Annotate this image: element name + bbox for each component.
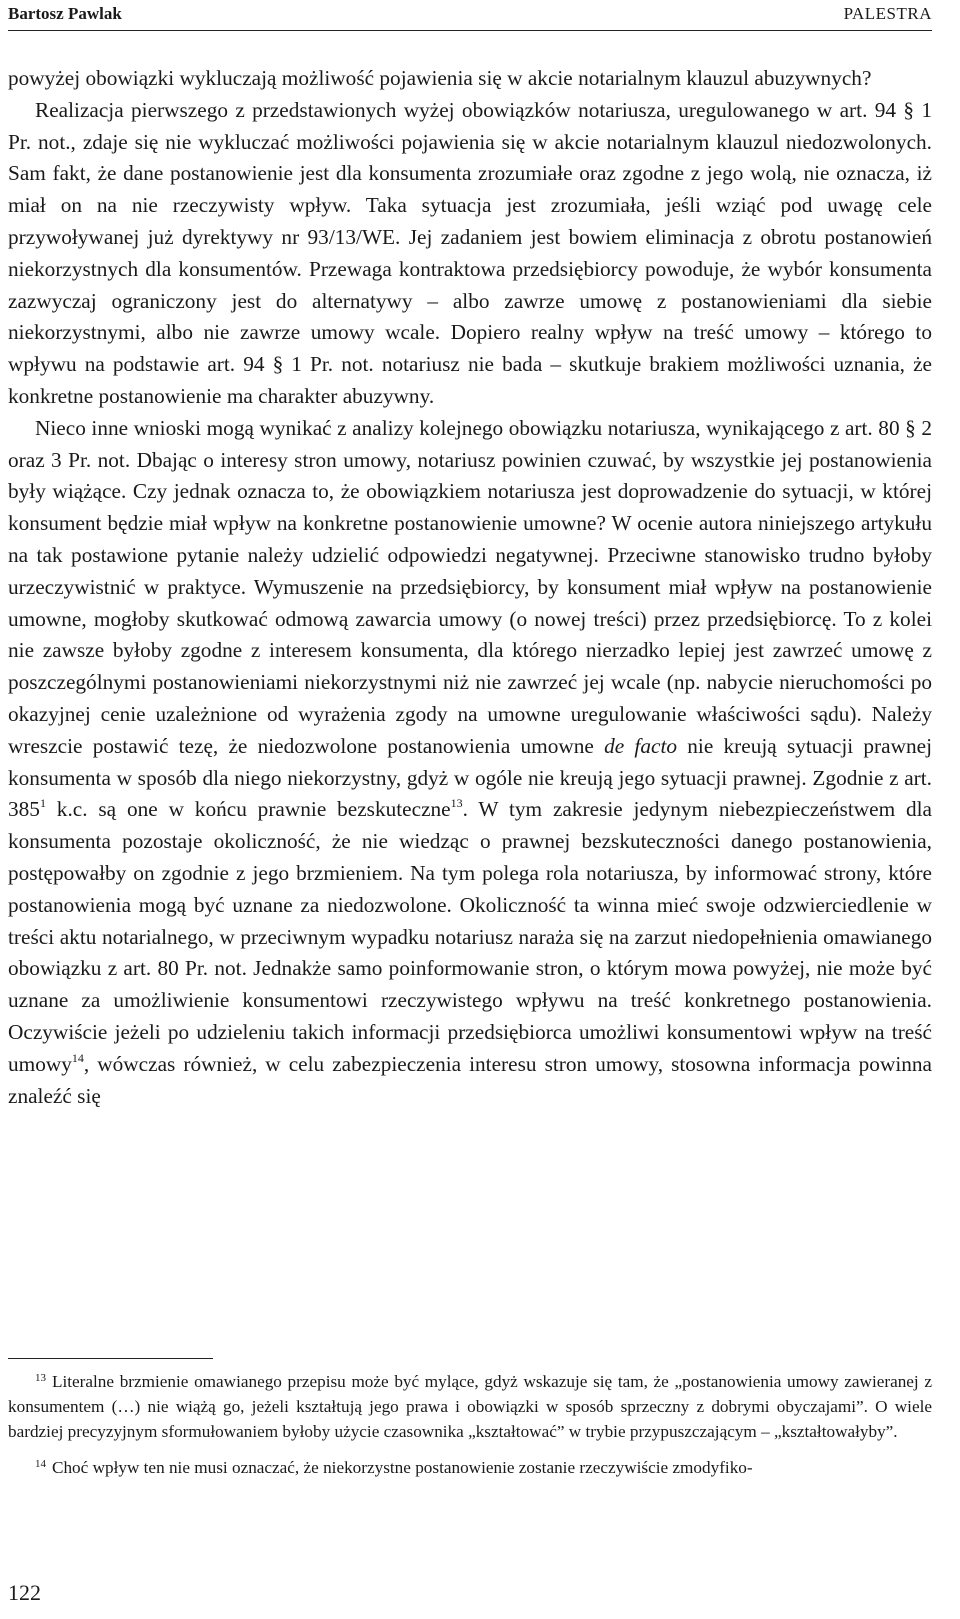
paragraph-2: Realizacja pierwszego z przedstawionych wyżej obowiązków notariusza, uregulowanego w art. 94 § 1 Pr. not., zdaje się nie wykluczać możliwości pojawienia się w akcie notarialnym klauzul niedozwolonych. Sam fakt, że dane postanowienie jest dla konsumenta zrozumiałe oraz zgodne z jego wolą, nie oznacza, iż miał on na nie rzeczywisty wpływ. Taka sytuacja jest zrozumiała, jeśli wziąć pod uwagę cele przywoływanej już dyrektywy nr 93/13/WE. Jej zadaniem jest bowiem eliminacja z obrotu postanowień niekorzystnych dla konsumentów. Przewaga kontraktowa przedsiębiorcy powoduje, że wybór konsumenta zazwyczaj ograniczony jest do alternatywy – albo zawrze umowę z postanowieniami dla siebie niekorzystnymi, albo nie zawrze umowy wcale. Dopiero realny wpływ na treść umowy – którego to wpływu na podstawie art. 94 § 1 Pr. not. notariusz nie bada – skutkuje brakiem możliwości uznania, że konkretne postanowienie ma charakter abuzywny. bbox=[8, 97, 932, 408]
header-journal: PALESTRA bbox=[843, 4, 932, 23]
footnote-number: 14 bbox=[35, 1458, 46, 1471]
running-header bbox=[8, 2, 932, 31]
paragraph-1: powyżej obowiązki wykluczają możliwość pojawienia się w akcie notarialnym klauzul abuzywnych? bbox=[8, 66, 872, 90]
footnote-14 bbox=[8, 1452, 932, 1481]
footnote-number: 13 bbox=[35, 1372, 46, 1384]
body-text bbox=[8, 63, 932, 1112]
footnote-ref: 1 bbox=[39, 796, 46, 811]
footnote-ref: 14 bbox=[71, 1050, 84, 1065]
footnote-13 bbox=[8, 1366, 932, 1444]
footnote-separator bbox=[8, 1358, 213, 1359]
footnotes bbox=[8, 1366, 932, 1489]
footnote-ref: 13 bbox=[450, 796, 463, 811]
page-number: 122 bbox=[8, 1580, 41, 1605]
footnote-text: Literalne brzmienie omawianego przepisu może być mylące, gdyż wskazuje się tam, że „postanowienia umowy zawieranej z konsumentem (…) nie wiążą go, jeżeli kształtują jego prawa i obowiązki w sposób sprzeczny z dobrymi obyczajami”. O wiele bardziej precyzyjnym sformułowaniem byłoby użycie czasownika „kształtować” w trybie przypuszczającym – „kształtowałyby”. bbox=[8, 1372, 932, 1441]
paragraph-3: Nieco inne wnioski mogą wynikać z analizy kolejnego obowiązku notariusza, wynikającego z art. 80 § 2 oraz 3 Pr. not. Dbając o interesy stron umowy, notariusz powinien czuwać, by wszystkie jej postanowienia były wiążące. Czy jednak oznacza to, że obowiązkiem notariusza jest doprowadzenie do sytuacji, w której konsument będzie miał wpływ na konkretne postanowienie umowne? W ocenie autora niniejszego artykułu na tak postawione pytanie należy udzielić odpowiedzi negatywnej. Przeciwne stanowisko trudno byłoby urzeczywistnić w praktyce. Wymuszenie na przedsiębiorcy, by konsument miał wpływ na postanowienie umowne, mogłoby skutkować odmową zawarcia umowy (o nowej treści) przez przedsiębiorcę. To z kolei nie zawsze byłoby zgodne z interesem konsumenta, dla którego nierzadko lepiej jest zawrzeć umowę z poszczególnymi postanowieniami niekorzystnymi niż nie zawrzeć jej wcale (np. nabycie nieruchomości po okazyjnej cenie uzależnione od wyrażenia zgody na umowne uregulowanie właściwości sądu). Należy wreszcie postawić tezę, że niedozwolone postanowienia umowne de facto nie kreują sytuacji prawnej konsumenta w sposób dla niego niekorzystny, gdyż w ogóle nie kreują jego sytuacji prawnej. Zgodnie z art. $385^1$ k.c. są one w końcu prawnie bezskuteczne$^{13}$. W tym zakresie jedynym niebezpieczeństwem dla konsumenta pozostaje okoliczność, że nie wiedząc o prawnej bezskuteczności danego postanowienia, postępowałby on zgodnie z jego brzmieniem. Na tym polega rola notariusza, by informować strony, które postanowienia mogą być uznane za niedozwolone. Okoliczność ta winna mieć swoje odzwierciedlenie w treści aktu notarialnego, w przeciwnym wypadku notariusz naraża się na zarzut niedopełnienia omawianego obowiązku z art. 80 Pr. not. Jednakże samo poinformowanie stron, o którym mowa powyżej, nie może być uznane za umożliwienie konsumentowi rzeczywistego wpływu na treść konkretnego postanowienia. Oczywiście jeżeli po udzieleniu takich informacji przedsiębiorca umożliwi konsumentowi wpływ na treść umowy$^{14}$, wówczas również, w celu zabezpieczenia interesu stron umowy, stosowna informacja powinna znaleźć się bbox=[8, 415, 932, 1108]
footnote-text: Choć wpływ ten nie musi oznaczać, że niekorzystne postanowienie zostanie rzeczywiście zmodyfiko- bbox=[52, 1458, 753, 1478]
header-author: Bartosz Pawlak bbox=[8, 4, 122, 23]
italic-term: de facto bbox=[604, 733, 678, 758]
